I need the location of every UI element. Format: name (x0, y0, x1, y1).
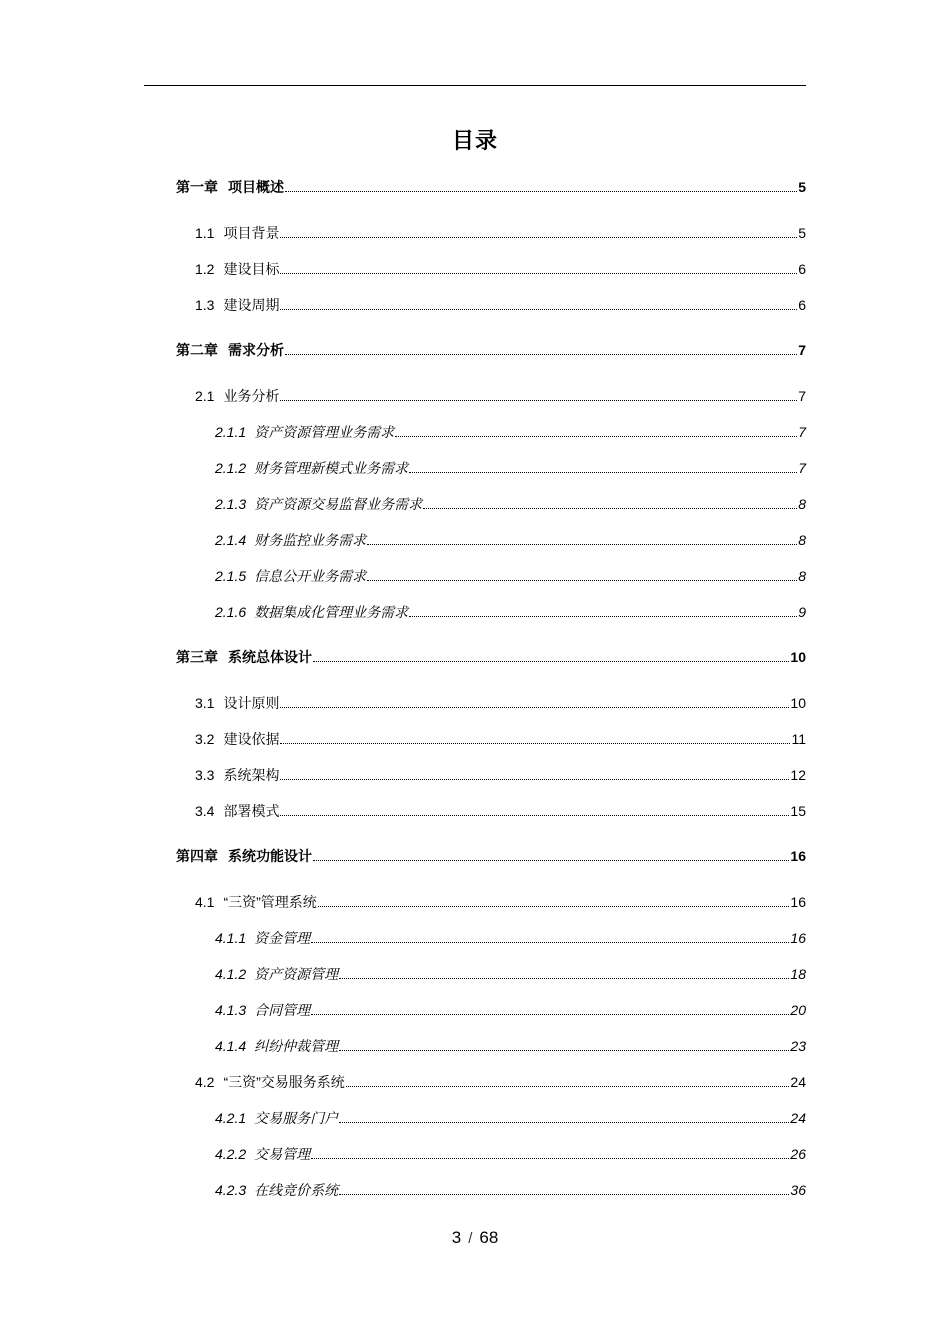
toc-entry-page: 10 (790, 649, 806, 665)
toc-entry-label: 设计原则 (223, 695, 280, 711)
toc-entry-page: 7 (798, 342, 806, 358)
toc-entry-label: 在线竞价系统 (254, 1182, 339, 1198)
toc-entry-number: 4.2.2 (215, 1146, 247, 1162)
toc-entry-page: 9 (798, 604, 806, 620)
toc-entry-number: 1.3 (195, 297, 215, 313)
toc-entry-leader (367, 544, 797, 545)
toc-entry-label: 业务分析 (223, 388, 280, 404)
toc-entry-label: 资产资源交易监督业务需求 (254, 496, 423, 512)
toc-entry-number: 4.1.2 (215, 966, 247, 982)
toc-entry-page: 6 (798, 297, 806, 313)
toc-entry-leader (280, 309, 797, 310)
toc-entry-page: 7 (798, 460, 806, 476)
toc-entry-number: 第三章 (176, 649, 218, 665)
toc-entry-label: 项目概述 (228, 179, 284, 195)
toc-entry-leader (313, 661, 789, 662)
toc-entry-number: 3.2 (195, 731, 215, 747)
toc-entry[interactable] (215, 457, 806, 477)
toc-entry-leader (311, 1014, 789, 1015)
toc-entry-leader (318, 906, 790, 907)
toc-entry-number: 1.1 (195, 225, 215, 241)
toc-entry-leader (280, 273, 797, 274)
toc-entry-label: 纠纷仲裁管理 (254, 1038, 339, 1054)
toc-entry-number: 2.1.5 (215, 568, 247, 584)
toc-entry-label: 系统总体设计 (228, 649, 312, 665)
toc-entry-label: 财务监控业务需求 (254, 532, 367, 548)
toc-entry-number: 4.2 (195, 1074, 215, 1090)
toc-entry[interactable] (176, 339, 806, 359)
toc-entry[interactable] (215, 1107, 806, 1127)
toc-entry-number: 2.1.1 (215, 424, 247, 440)
toc-entry-leader (280, 743, 790, 744)
toc-entry-number: 2.1.6 (215, 604, 247, 620)
toc-entry-leader (313, 860, 789, 861)
toc-entry-page: 10 (790, 695, 806, 711)
toc-entry-page: 7 (798, 424, 806, 440)
page-separator: / (468, 1230, 473, 1247)
toc-entry[interactable] (215, 1035, 806, 1055)
toc-entry-page: 20 (790, 1002, 806, 1018)
toc-entry[interactable] (176, 646, 806, 666)
toc-entry-number: 2.1.4 (215, 532, 247, 548)
toc-entry-leader (409, 616, 797, 617)
toc-entry-page: 12 (790, 767, 806, 783)
toc-entry-page: 16 (790, 930, 806, 946)
toc-entry-number: 4.2.3 (215, 1182, 247, 1198)
toc-entry[interactable] (215, 963, 806, 983)
toc-entry-page: 16 (790, 894, 806, 910)
toc-entry-page: 11 (791, 731, 806, 747)
toc-entry-label: 项目背景 (223, 225, 280, 241)
toc-entry-page: 7 (798, 388, 806, 404)
toc-entry-page: 24 (790, 1110, 806, 1126)
toc-entry[interactable] (195, 222, 806, 242)
toc-entry[interactable] (195, 692, 806, 712)
toc-entry-label: 需求分析 (228, 342, 284, 358)
toc-entry-page: 26 (790, 1146, 806, 1162)
toc-entry[interactable] (176, 845, 806, 865)
toc-entry-label: 财务管理新模式业务需求 (254, 460, 409, 476)
toc-entry[interactable] (195, 800, 806, 820)
toc-entry-page: 5 (798, 179, 806, 195)
toc-entry[interactable] (215, 927, 806, 947)
toc-entry[interactable] (215, 999, 806, 1019)
toc-entry-page: 5 (798, 225, 806, 241)
toc-entry-number: 4.1.3 (215, 1002, 247, 1018)
toc-entry-label: 建设依据 (223, 731, 280, 747)
toc-entry[interactable] (195, 258, 806, 278)
toc-entry-number: 4.1.4 (215, 1038, 247, 1054)
toc-entry-page: 8 (798, 532, 806, 548)
toc-entry-page: 16 (790, 848, 806, 864)
toc-entry-label: 信息公开业务需求 (254, 568, 367, 584)
toc-entry-label: 合同管理 (254, 1002, 311, 1018)
toc-entry-leader (339, 1122, 789, 1123)
toc-entry-leader (367, 580, 797, 581)
toc-entry-page: 8 (798, 568, 806, 584)
toc-entry-leader (285, 354, 797, 355)
toc-entry-number: 3.1 (195, 695, 215, 711)
toc-entry-number: 2.1.2 (215, 460, 247, 476)
toc-entry-leader (409, 472, 797, 473)
toc-entry-number: 第二章 (176, 342, 218, 358)
toc-entry-label: 资金管理 (254, 930, 311, 946)
toc-entry-page: 6 (798, 261, 806, 277)
toc-entry-label: “三资”管理系统 (223, 894, 317, 910)
page-footer (0, 1228, 950, 1248)
toc-entry[interactable] (215, 421, 806, 441)
toc-entry-leader (339, 1194, 789, 1195)
toc-entry-leader (339, 978, 789, 979)
toc-entry-label: 数据集成化管理业务需求 (254, 604, 409, 620)
toc-entry-number: 2.1 (195, 388, 215, 404)
toc-title: 目录 (451, 128, 498, 153)
total-page-count: 68 (479, 1228, 499, 1247)
toc-entry-page: 15 (790, 803, 806, 819)
toc-entry-leader (280, 237, 797, 238)
toc-entry-number: 4.1 (195, 894, 215, 910)
toc-entry-page: 24 (790, 1074, 806, 1090)
toc-entry[interactable] (195, 764, 806, 784)
toc-entry-number: 1.2 (195, 261, 215, 277)
toc-entry-leader (346, 1086, 790, 1087)
toc-entry-label: 系统架构 (223, 767, 280, 783)
toc-entry-page: 36 (790, 1182, 806, 1198)
toc-entry[interactable] (195, 891, 806, 911)
toc-entry-leader (423, 508, 797, 509)
toc-entry[interactable] (195, 385, 806, 405)
toc-entry-label: 部署模式 (223, 803, 280, 819)
toc-entry[interactable] (215, 529, 806, 549)
toc-entry-label: 建设目标 (223, 261, 280, 277)
toc-entry-number: 4.2.1 (215, 1110, 247, 1126)
toc-entry-leader (280, 779, 789, 780)
toc-entry[interactable] (215, 493, 806, 513)
toc-entry-page: 23 (790, 1038, 806, 1054)
toc-entry-leader (285, 191, 797, 192)
toc-entry-page: 8 (798, 496, 806, 512)
toc-entry[interactable] (195, 728, 806, 748)
toc-entry-label: 系统功能设计 (228, 848, 312, 864)
toc-entry-page: 18 (790, 966, 806, 982)
toc-entry-leader (395, 436, 797, 437)
toc-entry-label: “三资”交易服务系统 (223, 1074, 345, 1090)
current-page-number: 3 (451, 1228, 462, 1247)
toc-entry-number: 2.1.3 (215, 496, 247, 512)
toc-entry-number: 3.3 (195, 767, 215, 783)
toc-entry-leader (280, 707, 789, 708)
toc-entry-number: 第一章 (176, 179, 218, 195)
toc-entry-leader (311, 942, 789, 943)
toc-entry-label: 建设周期 (223, 297, 280, 313)
toc-entry-leader (280, 400, 797, 401)
toc-entry-label: 资产资源管理 (254, 966, 339, 982)
toc-entry[interactable] (195, 1071, 806, 1091)
toc-entry[interactable] (215, 1143, 806, 1163)
toc-entry[interactable] (176, 176, 806, 196)
toc-entry-number: 3.4 (195, 803, 215, 819)
toc-entry-number: 第四章 (176, 848, 218, 864)
toc-entry-label: 交易管理 (254, 1146, 311, 1162)
toc-entry-leader (280, 815, 789, 816)
toc-entry[interactable] (215, 601, 806, 621)
toc-entry-number: 4.1.1 (215, 930, 247, 946)
toc-entry[interactable] (215, 565, 806, 585)
toc-entry[interactable] (195, 294, 806, 314)
toc-entry-leader (339, 1050, 789, 1051)
toc-entry-label: 交易服务门户 (254, 1110, 339, 1126)
toc-entry[interactable] (215, 1179, 806, 1199)
toc-entry-leader (311, 1158, 789, 1159)
toc-entry-label: 资产资源管理业务需求 (254, 424, 395, 440)
